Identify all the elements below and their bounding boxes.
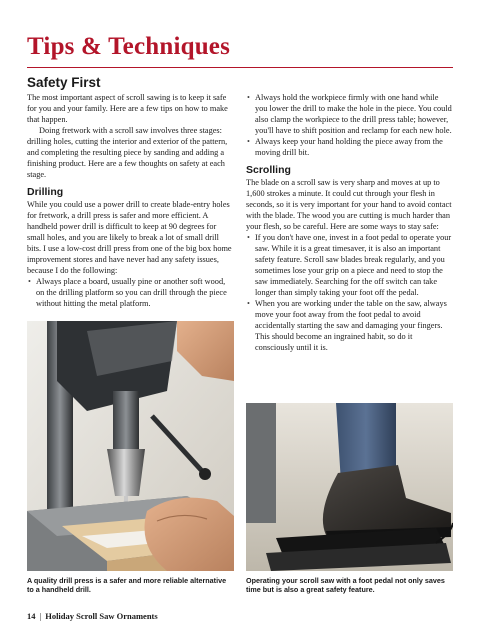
footer-separator: |: [39, 611, 42, 621]
page-title: Tips & Techniques: [27, 33, 231, 60]
scrolling-heading: Scrolling: [246, 164, 291, 176]
title-divider: [27, 67, 453, 68]
foot-pedal-photo: [246, 403, 453, 571]
drill-press-caption: A quality drill press is a safer and more reliable alternative to a handheld drill.: [27, 576, 227, 594]
drill-press-photo: [27, 321, 234, 571]
safety-paragraph-2: Doing fretwork with a scroll saw involves three stages: drilling holes, cutting the interior and exterior of the pattern, and completing the resulting piece by sanding and adding a finishing product. Here are a few thoughts on safety at each stage.: [27, 126, 228, 179]
foot-pedal-caption: Operating your scroll saw with a foot pedal not only saves time but is also a great safety feature.: [246, 576, 445, 594]
right-column: [246, 92, 452, 353]
drilling-list-left: [27, 276, 233, 309]
scrolling-paragraph-1: The blade on a scroll saw is very sharp and moves at up to 1,600 strokes a minute. It could cut through your flesh in seconds, so it is very important for your hand to avoid contact with the blade. The wood you are cutting is much harder than your flesh, so be careful. Here are some ways to stay safe:: [246, 178, 452, 231]
left-column: [27, 74, 233, 309]
book-title: Holiday Scroll Saw Ornaments: [45, 611, 158, 621]
drilling-bullet-2: • Always hold the workpiece firmly with one hand while you lower the drill to make the hole in the piece. You could also clamp the workpiece to the drill press table; however, you'll have to shift position and reclamp for each new hole.: [246, 92, 452, 136]
drilling-paragraph-1: While you could use a power drill to create blade-entry holes for fretwork, a drill press is safer and more efficient. A handheld power drill is difficult to keep at 90 degrees for small holes, and you are likely to break a lot of small drill bits. I use a low-cost drill press from one of the big box home improvement stores and have never had any safety issues, because I do the following:: [27, 200, 232, 275]
drilling-list-right: [246, 92, 452, 158]
drilling-heading: Drilling: [27, 186, 64, 198]
scrolling-list: [246, 232, 452, 353]
drilling-bullet-1: • Always place a board, usually pine or another soft wood, on the drilling platform so you can drill through the piece without hitting the metal platform.: [27, 276, 233, 309]
scrolling-bullet-2: • When you are working under the table on the saw, always move your foot away from the foot pedal to avoid accidentally starting the saw and damaging your fingers. This should become an ingrained habit, so do it consciously until it is.: [246, 298, 452, 353]
safety-paragraph-1: The most important aspect of scroll sawing is to keep it safe for you and your family. Here are a few tips on how to make that happen.: [27, 93, 228, 124]
safety-heading: Safety First: [27, 75, 101, 90]
page-footer: [27, 611, 158, 621]
page-number: 14: [27, 611, 36, 621]
drilling-bullet-3: • Always keep your hand holding the piece away from the moving drill bit.: [246, 136, 452, 158]
scrolling-bullet-1: • If you don't have one, invest in a foot pedal to operate your saw. While it is a great timesaver, it is also an important safety feature. Scroll saw blades break regularly, and you sometimes lose your grip on a piece and need to stop the saw immediately. Searching for the off switch can take longer than simply taking your foot off the pedal.: [246, 232, 452, 298]
